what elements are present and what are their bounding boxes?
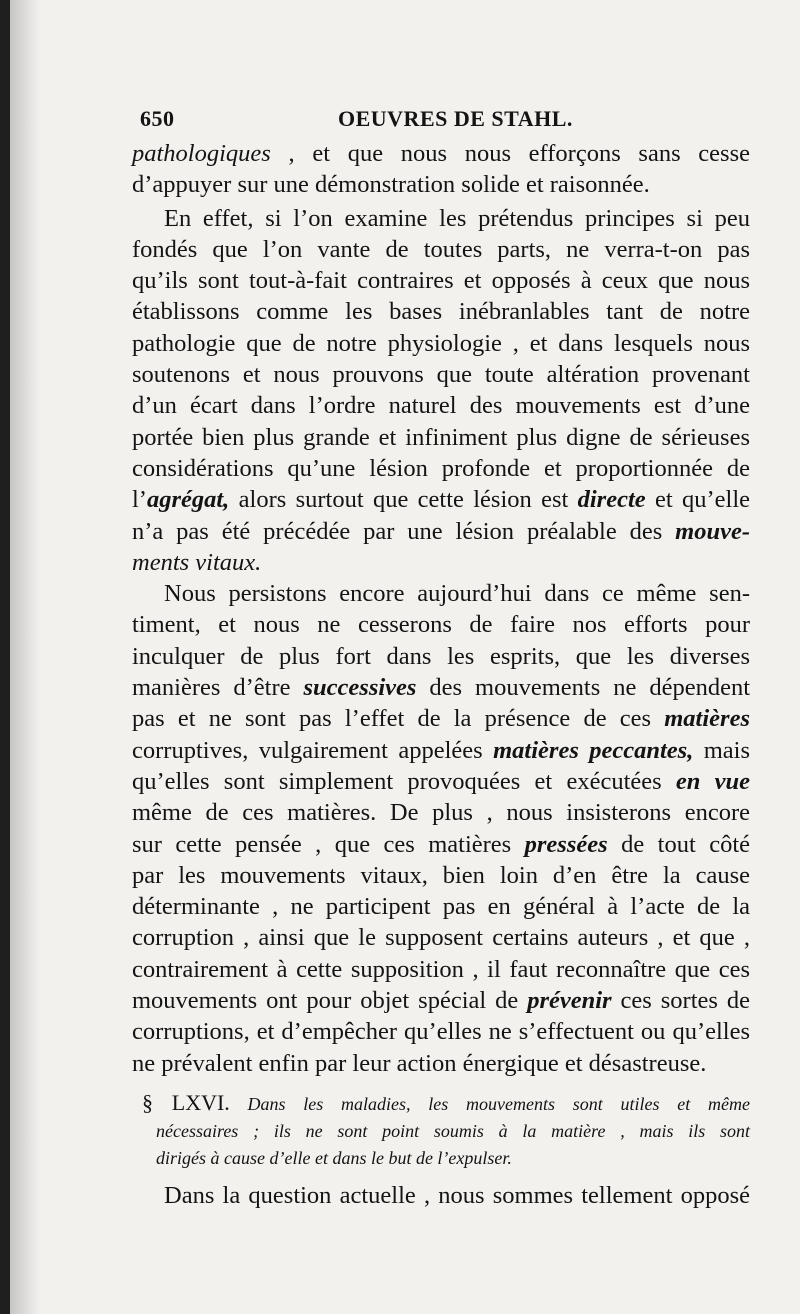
text-line: pathologiques , et que nous nous efforçons sans cesse	[132, 140, 750, 167]
text-line: ments vitaux.	[132, 548, 262, 576]
paragraph-1	[132, 138, 750, 201]
text-line: pas et ne sont pas l’effet de la présence de ces matières	[132, 705, 750, 733]
text-line: corruptives, vulgairement appelées matières peccantes, mais	[132, 736, 750, 764]
scanned-page	[10, 0, 800, 1314]
text-line: timent, et nous ne cesserons de faire nos efforts pour	[132, 611, 750, 639]
text-line: dirigés à cause d’elle et dans le but de l’expulser.	[156, 1147, 512, 1168]
text-line: pathologie que de notre physiologie , et dans lesquels nous	[132, 329, 750, 357]
text-line: Dans la question actuelle , nous sommes tellement opposé	[164, 1181, 750, 1209]
paragraph-3	[132, 578, 750, 1079]
text-line: considérations qu’une lésion profonde et proportionnée de	[132, 454, 750, 482]
binding-shadow	[10, 0, 40, 1314]
text-line: d’appuyer sur une démonstration solide et raisonnée.	[132, 171, 650, 199]
text-line: sur cette pensée , que ces matières pressées de tout côté	[132, 830, 750, 858]
text-line: Nous persistons encore aujourd’hui dans ce même sen-	[164, 580, 750, 608]
text-line: n’a pas été précédée par une lésion préalable des mouve-	[132, 517, 750, 545]
text-line: corruption , ainsi que le supposent certains auteurs , et que ,	[132, 924, 750, 952]
text-line: déterminante , ne participent pas en général à l’acte de la	[132, 893, 750, 921]
running-head: OEUVRES DE STAHL.	[338, 106, 573, 131]
text-line: établissons comme les bases inébranlables tant de notre	[132, 298, 750, 326]
text-line: ne prévalent enfin par leur action énergique et désastreuse.	[132, 1049, 707, 1077]
text-line: d’un écart dans l’ordre naturel des mouvements est d’une	[132, 392, 750, 420]
text-line: qu’elles sont simplement provoquées et exécutées en vue	[132, 767, 750, 795]
text-line: portée bien plus grande et infiniment plus digne de sérieuses	[132, 423, 750, 451]
text-line: fondés que l’on vante de toutes parts, ne verra-t-on pas	[132, 235, 750, 263]
text-line: contrairement à cette supposition , il faut reconnaître que ces	[132, 955, 750, 983]
text-line: manières d’être successives des mouvements ne dépendent	[132, 674, 750, 702]
section-heading	[132, 1089, 750, 1172]
paragraph-2	[132, 203, 750, 579]
text-line: qu’ils sont tout-à-fait contraires et opposés à ceux que nous	[132, 267, 750, 295]
text-line: l’agrégat, alors surtout que cette lésion est directe et qu’elle	[132, 486, 751, 514]
text-line: corruptions, et d’empêcher qu’elles ne s’effectuent ou qu’elles	[132, 1018, 750, 1046]
text-line: inculquer de plus fort dans les esprits, que les diverses	[132, 642, 750, 670]
text-line: même de ces matières. De plus , nous insisterons encore	[132, 799, 750, 827]
text-line: mouvements ont pour objet spécial de prévenir ces sortes de	[132, 987, 750, 1015]
page-number: 650	[140, 106, 175, 131]
page-header	[132, 104, 750, 138]
text-line: soutenons et nous prouvons que toute altération provenant	[132, 361, 750, 389]
section-number: § LXVI.	[142, 1089, 230, 1115]
text-line: En effet, si l’on examine les prétendus principes si peu	[164, 204, 750, 232]
paragraph-4	[132, 1180, 750, 1211]
text-line: nécessaires ; ils ne sont point soumis à la matière , mais ils sont	[156, 1120, 750, 1141]
text-line: par les mouvements vitaux, bien loin d’en être la cause	[132, 861, 750, 889]
page-content	[132, 104, 750, 1211]
text-line: § LXVI. Dans les maladies, les mouvements sont utiles et même	[142, 1089, 750, 1115]
